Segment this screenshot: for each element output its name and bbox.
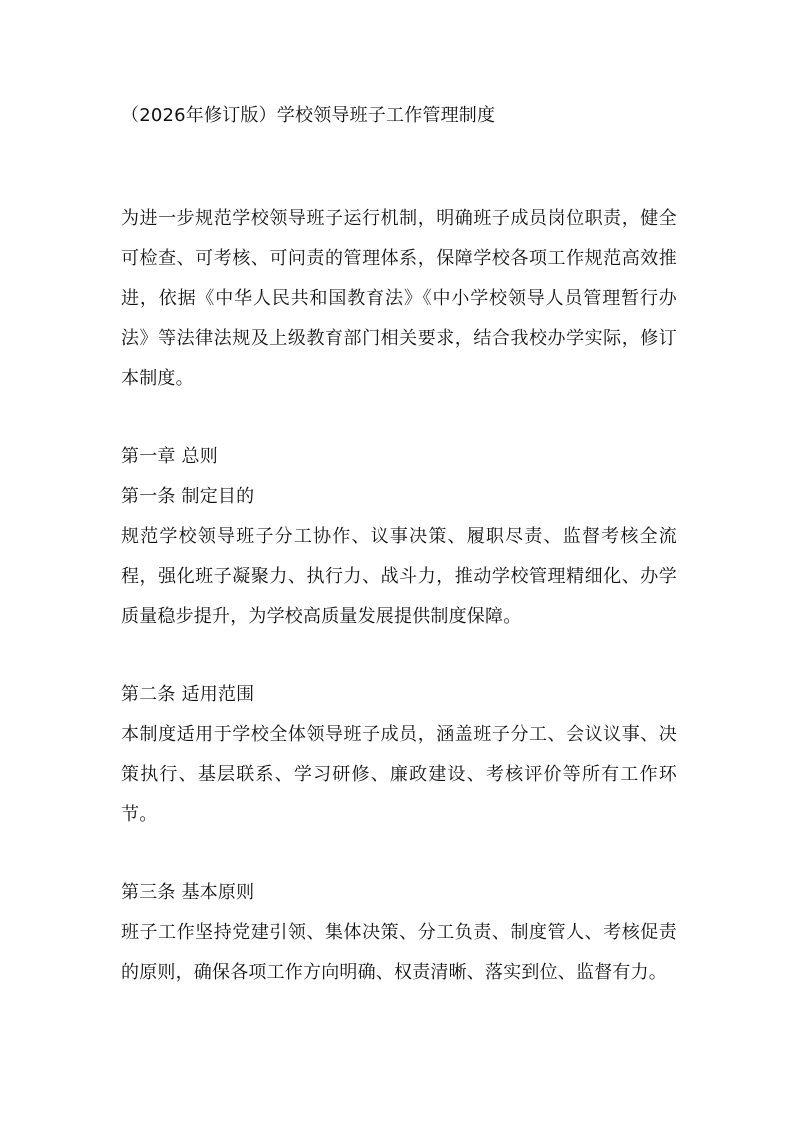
article-2-body: 本制度适用于学校全体领导班子成员，涵盖班子分工、会议议事、决策执行、基层联系、学习研修、廉政建设、考核评价等所有工作环节。	[121, 724, 677, 825]
preamble-paragraph: 为进一步规范学校领导班子运行机制，明确班子成员岗位职责，健全可检查、可考核、可问责的管理体系，保障学校各项工作规范高效推进，依据《中华人民共和国教育法》《中小学校领导人员管理暂行办法》等法律法规及上级教育部门相关要求，结合我校办学实际，修订本制度。	[121, 208, 677, 389]
document-body	[121, 102, 677, 993]
article-2-heading: 第二条 适用范围	[121, 684, 255, 705]
chapter-heading: 第一章 总则	[121, 446, 218, 467]
article-1-body: 规范学校领导班子分工协作、议事决策、履职尽责、监督考核全流程，强化班子凝聚力、执行力、战斗力，推动学校管理精细化、办学质量稳步提升，为学校高质量发展提供制度保障。	[121, 526, 677, 627]
article-3-body: 班子工作坚持党建引领、集体决策、分工负责、制度管人、考核促责的原则，确保各项工作方向明确、权责清晰、落实到位、监督有力。	[121, 922, 677, 983]
article-1-heading: 第一条 制定目的	[121, 486, 255, 507]
article-3-heading: 第三条 基本原则	[121, 882, 255, 903]
document-title: （2026年修订版）学校领导班子工作管理制度	[121, 105, 496, 126]
